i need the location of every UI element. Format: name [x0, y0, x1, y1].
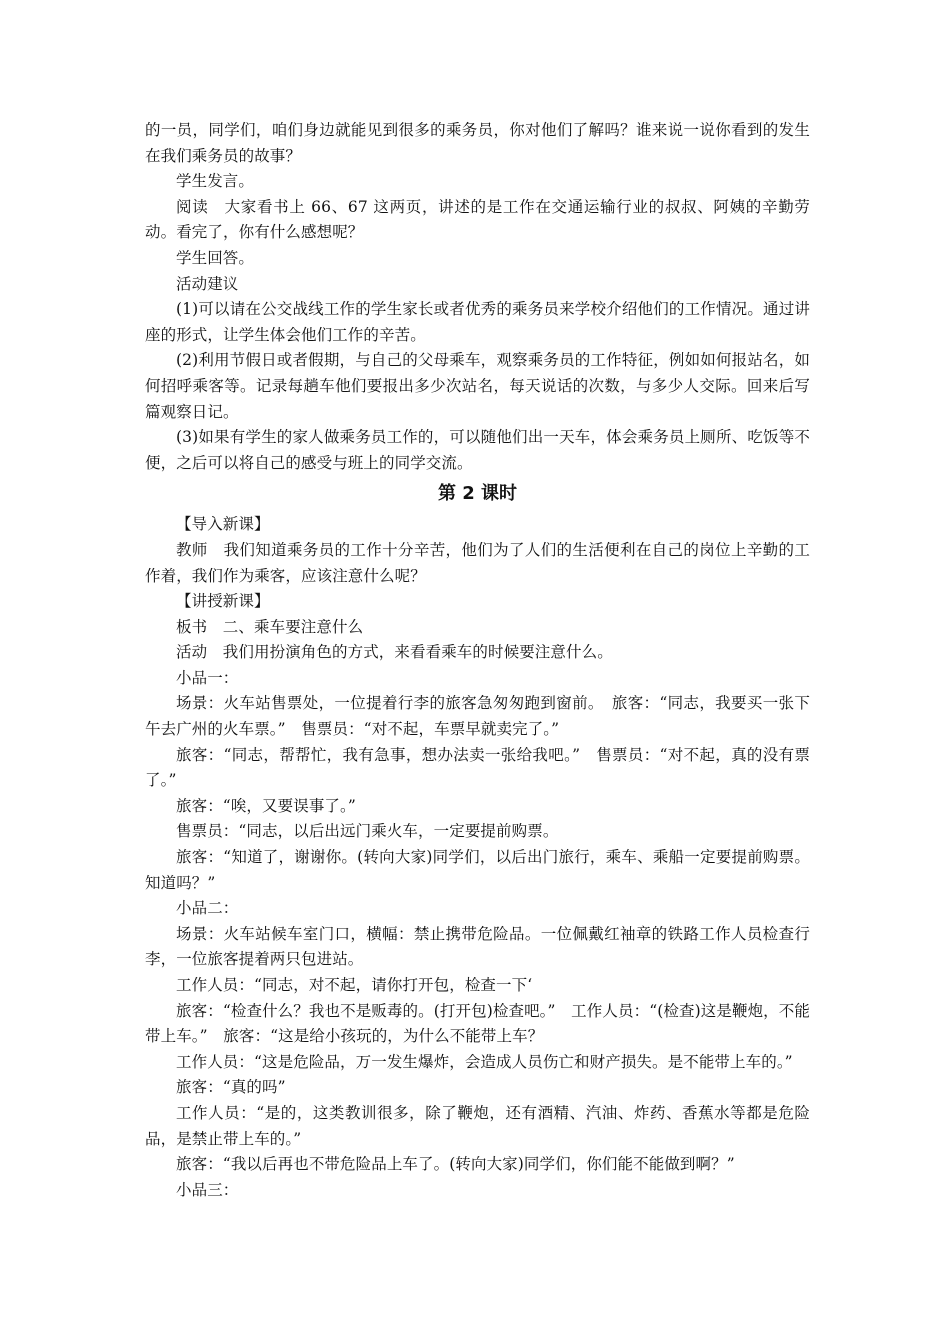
document-body [145, 118, 810, 1203]
paragraph: 旅客：“检查什么？我也不是贩毒的。(打开包)检查吧。” 工作人员：“(检查)这是鞭炮，不能带上车。” 旅客：“这是给小孩玩的，为什么不能带上车？ [145, 1001, 810, 1046]
paragraph: 小品二： [176, 899, 239, 918]
paragraph: 学生发言。 [176, 172, 255, 191]
paragraph: 工作人员：“是的，这类教训很多，除了鞭炮，还有酒精、汽油、炸药、香蕉水等都是危险品，是禁止带上车的。” [145, 1103, 810, 1148]
paragraph: 学生回答。 [176, 248, 255, 267]
paragraph: (1)可以请在公交战线工作的学生家长或者优秀的乘务员来学校介绍他们的工作情况。通过讲座的形式，让学生体会他们工作的辛苦。 [145, 300, 810, 344]
paragraph: 板书 二、乘车要注意什么 [176, 617, 364, 636]
paragraph: 小品三： [176, 1180, 239, 1199]
paragraph: 活动 我们用扮演角色的方式，来看看乘车的时候要注意什么。 [176, 643, 613, 662]
lesson-2-section [145, 512, 810, 1203]
lesson-1-section [145, 118, 810, 476]
paragraph: 阅读 大家看书上 66、67 这两页，讲述的是工作在交通运输行业的叔叔、阿姨的辛勤劳动。看完了，你有什么感想呢？ [145, 197, 810, 242]
paragraph: 的一员，同学们，咱们身边就能见到很多的乘务员，你对他们了解吗？谁来说一说你看到的发生在我们乘务员的故事？ [145, 121, 810, 165]
paragraph: (2)利用节假日或者假期，与自己的父母乘车，观察乘务员的工作特征，例如如何报站名，如何招呼乘客等。记录每趟车他们要报出多少次站名，每天说话的次数，与多少人交际。回来后写篇观察日记。 [145, 351, 810, 421]
paragraph: 【导入新课】 [176, 515, 270, 534]
paragraph: 旅客：“同志，帮帮忙，我有急事，想办法卖一张给我吧。” 售票员：“对不起，真的没有票了。” [145, 745, 810, 790]
paragraph: 场景：火车站候车室门口，横幅：禁止携带危险品。一位佩戴红袖章的铁路工作人员检查行李，一位旅客提着两只包进站。 [145, 924, 810, 969]
paragraph: 【讲授新课】 [176, 592, 270, 611]
paragraph: 教师 我们知道乘务员的工作十分辛苦，他们为了人们的生活便利在自己的岗位上辛勤的工作着，我们作为乘客，应该注意什么呢？ [145, 540, 810, 585]
paragraph: 场景：火车站售票处，一位提着行李的旅客急匆匆跑到窗前。 旅客：“同志，我要买一张下午去广州的火车票。” 售票员：“对不起，车票早就卖完了。” [145, 694, 810, 739]
paragraph: 旅客：“唉，又要误事了。” [176, 796, 356, 815]
paragraph: 售票员：“同志，以后出远门乘火车，一定要提前购票。 [176, 822, 559, 841]
paragraph: 工作人员：“同志，对不起，请你打开包，检查一下‘ [176, 976, 533, 994]
lesson-heading: 第 2 课时 [437, 483, 518, 505]
paragraph: 旅客：“真的吗” [176, 1078, 286, 1097]
paragraph: 旅客：“知道了，谢谢你。(转向大家)同学们，以后出门旅行，乘车、乘船一定要提前购票。知道吗？” [145, 848, 810, 892]
paragraph: 旅客：“我以后再也不带危险品上车了。(转向大家)同学们，你们能不能做到啊？” [176, 1155, 735, 1174]
paragraph: 活动建议 [176, 274, 239, 293]
paragraph: 工作人员：“这是危险品，万一发生爆炸，会造成人员伤亡和财产损失。是不能带上车的。” [176, 1052, 793, 1071]
paragraph: 小品一： [176, 668, 239, 687]
paragraph: (3)如果有学生的家人做乘务员工作的，可以随他们出一天车，体会乘务员上厕所、吃饭等不便，之后可以将自己的感受与班上的同学交流。 [145, 428, 810, 472]
